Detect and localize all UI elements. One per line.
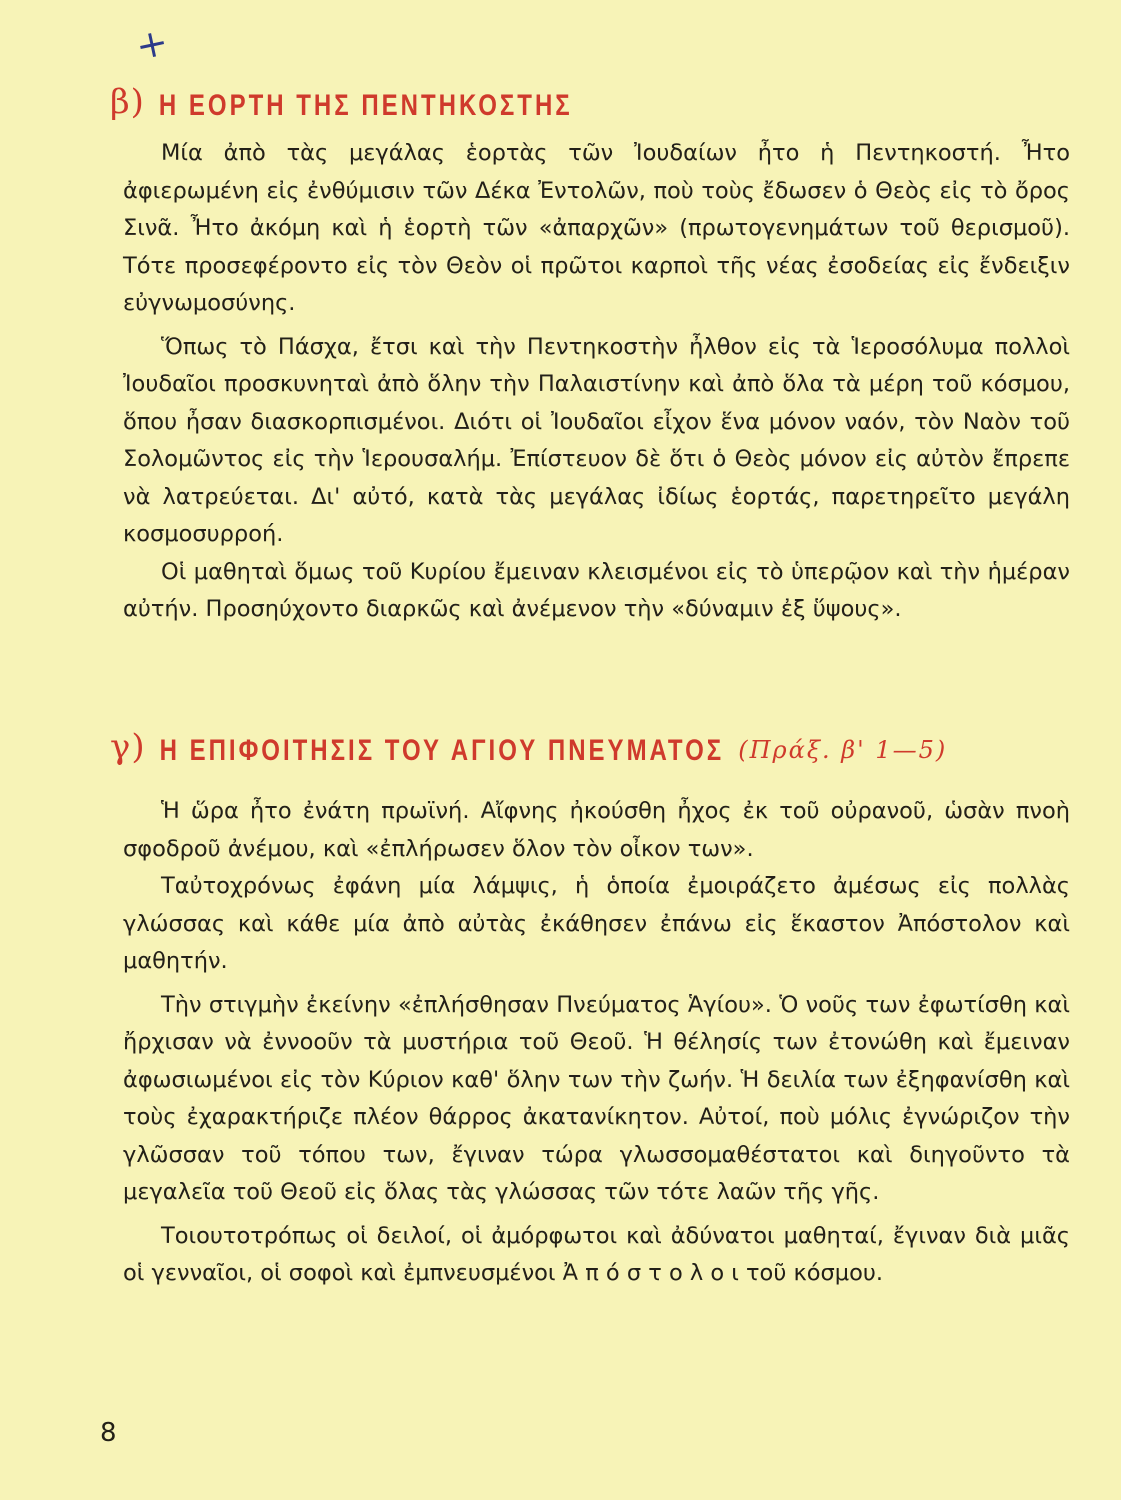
scripture-reference: (Πράξ. β' 1—5): [738, 736, 948, 764]
section-title: Η ΕΟΡΤΗ ΤΗΣ ΠΕΝΤΗΚΟΣΤΗΣ: [158, 88, 573, 123]
section-body-gamma: [123, 793, 1070, 1293]
paragraph: Μία ἀπὸ τὰς μεγάλας ἑορτὰς τῶν Ἰουδαίων ἦτο ἡ Πεντηκοστή. Ἦτο ἀφιερωμένη εἰς ἐνθύμισιν τῶν Δέκα Ἐντολῶν, ποὺ τοὺς ἔδωσεν ὁ Θεὸς εἰς τὸ ὄρος Σινᾶ. Ἦτο ἀκόμη καὶ ἡ ἑορτὴ τῶν «ἀπαρχῶν» (πρωτογενημάτων τοῦ θερισμοῦ). Τότε προσεφέροντο εἰς τὸν Θεὸν οἱ πρῶτοι καρποὶ τῆς νέας ἐσοδείας εἰς ἔνδειξιν εὐγνωμοσύνης.: [123, 140, 1070, 316]
section-letter: β): [110, 82, 145, 122]
paragraph: Ὅπως τὸ Πάσχα, ἔτσι καὶ τὴν Πεντηκοστὴν ἦλθον εἰς τὰ Ἱεροσόλυμα πολλοὶ Ἰουδαῖοι προσκυνηταὶ ἀπὸ ὅλην τὴν Παλαιστίνην καὶ ἀπὸ ὅλα τὰ μέρη τοῦ κόσμου, ὅπου ἦσαν διασκορπισμένοι. Διότι οἱ Ἰουδαῖοι εἶχον ἕνα μόνον ναόν, τὸν Ναὸν τοῦ Σολομῶντος εἰς τὴν Ἱερουσαλήμ. Ἐπίστευον δὲ ὅτι ὁ Θεὸς μόνον εἰς αὐτὸν ἔπρεπε νὰ λατρεύεται. Δι' αὐτό, κατὰ τὰς μεγάλας ἰδίως ἑορτάς, παρετηρεῖτο μεγάλη κοσμοσυρροή.: [123, 333, 1070, 547]
paragraph: Ἡ ὥρα ἦτο ἐνάτη πρωϊνή. Αἴφνης ἠκούσθη ἦχος ἐκ τοῦ οὐρανοῦ, ὡσὰν πνοὴ σφοδροῦ ἀνέμου, καὶ «ἐπλήρωσεν ὅλον τὸν οἶκον των».: [123, 798, 1070, 862]
section-heading-gamma: [110, 727, 947, 767]
paragraph: Ταὐτοχρόνως ἐφάνη μία λάμψις, ἡ ὁποία ἐμοιράζετο ἀμέσως εἰς πολλὰς γλώσσας καὶ κάθε μία ἀπὸ αὐτὰς ἐκάθησεν ἐπάνω εἰς ἕκαστον Ἀπόστολον καὶ μαθητήν.: [123, 873, 1070, 974]
paragraph: Τοιουτοτρόπως οἱ δειλοί, οἱ ἀμόρφωτοι καὶ ἀδύνατοι μαθηταί, ἔγιναν διὰ μιᾶς οἱ γενναῖοι, οἱ σοφοὶ καὶ ἐμπνευσμένοι Ἀ π ό σ τ ο λ ο ι τοῦ κόσμου.: [123, 1222, 1070, 1286]
paragraph: Τὴν στιγμὴν ἐκείνην «ἐπλήσθησαν Πνεύματος Ἁγίου». Ὁ νοῦς των ἐφωτίσθη καὶ ἤρχισαν νὰ ἐννοοῦν τὰ μυστήρια τοῦ Θεοῦ. Ἡ θέλησίς των ἐτονώθη καὶ ἔμειναν ἀφωσιωμένοι εἰς τὸν Κύριον καθ' ὅλην των τὴν ζωήν. Ἡ δειλία των ἐξηφανίσθη καὶ τοὺς ἐχαρακτήριζε πλέον θάρρος ἀκατανίκητον. Αὐτοί, ποὺ μόλις ἐγνώριζον τὴν γλῶσσαν τοῦ τόπου των, ἔγιναν τώρα γλωσσομαθέστατοι καὶ διηγοῦντο τὰ μεγαλεῖα τοῦ Θεοῦ εἰς ὅλας τὰς γλώσσας τῶν τότε λαῶν τῆς γῆς.: [123, 991, 1070, 1205]
page-number: 8: [100, 1418, 117, 1448]
section-title: Η ΕΠΙΦΟΙΤΗΣΙΣ ΤΟΥ ΑΓΙΟΥ ΠΝΕΥΜΑΤΟΣ: [159, 733, 725, 768]
section-heading-beta: [110, 82, 573, 122]
handwritten-cross-mark: +: [131, 19, 173, 69]
section-body-beta: [123, 135, 1070, 629]
paragraph: Οἱ μαθηταὶ ὅμως τοῦ Κυρίου ἔμειναν κλεισμένοι εἰς τὸ ὑπερῷον καὶ τὴν ἡμέραν αὐτήν. Προσηύχοντο διαρκῶς καὶ ἀνέμενον τὴν «δύναμιν ἐξ ὕψους».: [123, 558, 1070, 622]
section-letter: γ): [110, 727, 146, 767]
